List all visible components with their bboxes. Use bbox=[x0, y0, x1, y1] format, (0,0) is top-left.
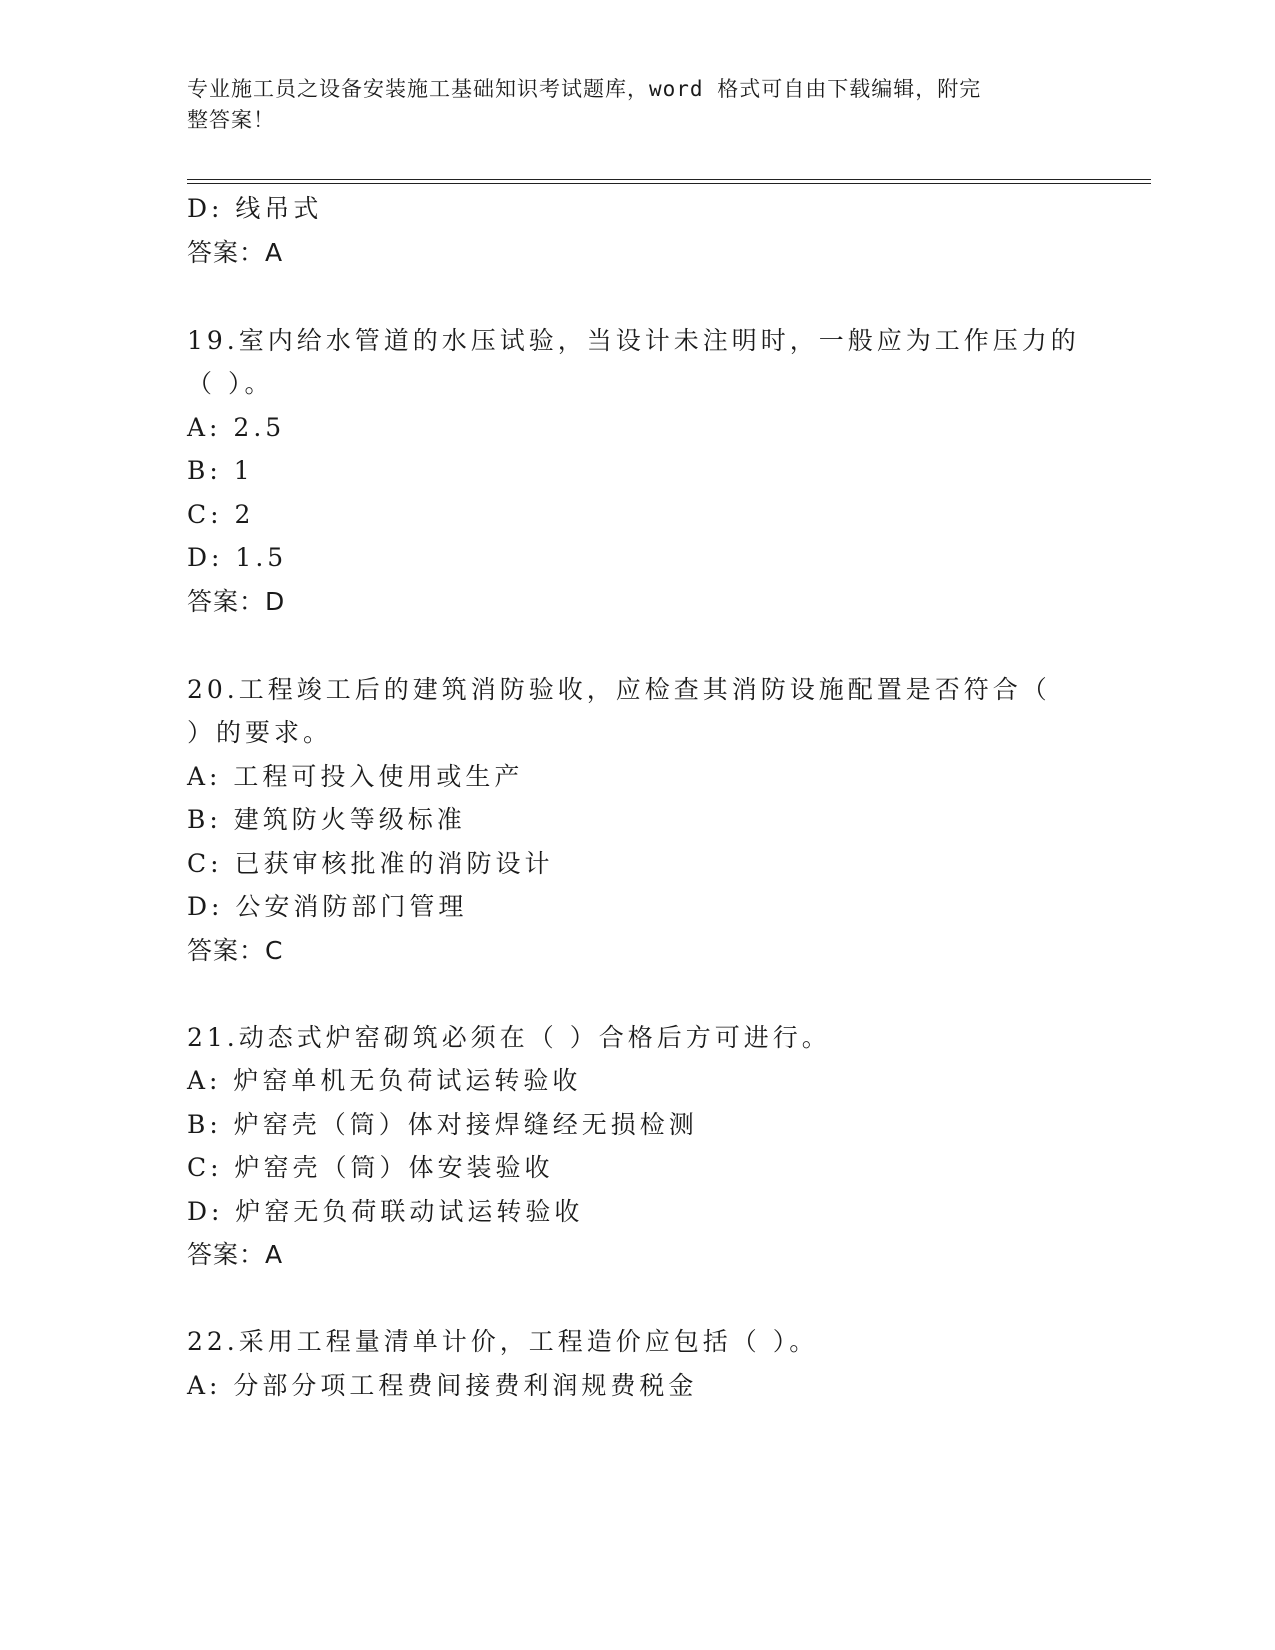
question-19-stem-line-1: 19.室内给水管道的水压试验，当设计未注明时，一般应为工作压力的 bbox=[187, 326, 1080, 355]
question-22-stem-line-1: 22.采用工程量清单计价，工程造价应包括（ ）。 bbox=[187, 1327, 819, 1356]
question-20-option-a: A: 工程可投入使用或生产 bbox=[187, 762, 524, 791]
option-d: D: 线吊式 bbox=[187, 194, 323, 223]
question-19-option-d: D: 1.5 bbox=[187, 543, 288, 572]
question-20-option-b: B: 建筑防火等级标准 bbox=[187, 805, 466, 834]
question-19-option-a: A: 2.5 bbox=[187, 413, 286, 442]
question-19-answer: 答案：D bbox=[187, 587, 286, 616]
question-20-answer: 答案：C bbox=[187, 936, 284, 965]
question-20-stem-line-2: ）的要求。 bbox=[187, 718, 333, 747]
answer-text: 答案：A bbox=[187, 238, 284, 267]
header-divider-top bbox=[187, 179, 1151, 180]
question-19-option-c: C: 2 bbox=[187, 500, 255, 529]
question-21-option-b: B: 炉窑壳（筒）体对接焊缝经无损检测 bbox=[187, 1110, 698, 1139]
question-21-option-a: A: 炉窑单机无负荷试运转验收 bbox=[187, 1066, 582, 1095]
question-20-option-c: C: 已获审核批准的消防设计 bbox=[187, 849, 554, 878]
question-21-option-c: C: 炉窑壳（筒）体安装验收 bbox=[187, 1153, 554, 1182]
question-19-stem-line-2: （ ）。 bbox=[187, 369, 274, 398]
question-19-option-b: B: 1 bbox=[187, 456, 254, 485]
document-header bbox=[187, 74, 1087, 136]
header-divider-bottom bbox=[187, 183, 1151, 184]
question-22-option-a: A: 分部分项工程费间接费利润规费税金 bbox=[187, 1371, 698, 1400]
question-20-stem-line-1: 20.工程竣工后的建筑消防验收，应检查其消防设施配置是否符合（ bbox=[187, 675, 1051, 704]
question-21-option-d: D: 炉窑无负荷联动试运转验收 bbox=[187, 1197, 584, 1226]
question-20-option-d: D: 公安消防部门管理 bbox=[187, 892, 468, 921]
header-line-2: 整答案！ bbox=[187, 108, 275, 132]
header-line-1: 专业施工员之设备安装施工基础知识考试题库，word 格式可自由下载编辑，附完 bbox=[187, 77, 982, 101]
question-21-stem-line-1: 21.动态式炉窑砌筑必须在（ ）合格后方可进行。 bbox=[187, 1023, 831, 1052]
question-21-answer: 答案：A bbox=[187, 1240, 284, 1269]
